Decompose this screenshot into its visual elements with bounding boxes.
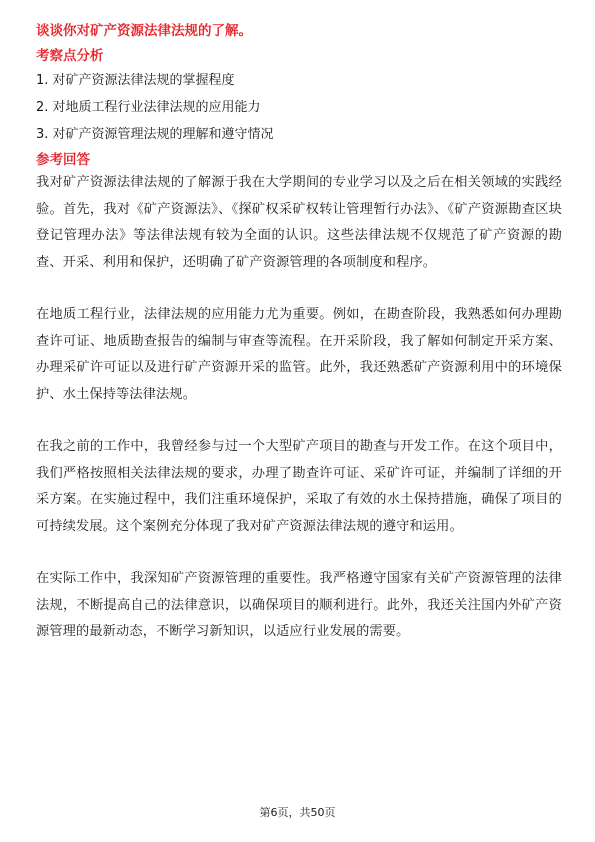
answer-paragraph: 在实际工作中，我深知矿产资源管理的重要性。我严格遵守国家有关矿产资源管理的法律法规，不断提高自己的法律意识，以确保项目的顺利进行。此外，我还关注国内外矿产资源管理的最新动态，不断学习新知识，以适应行业发展的需要。 — [36, 571, 562, 639]
analysis-point: 2. 对地质工程行业法律法规的应用能力 — [36, 100, 261, 115]
answer-paragraph: 在我之前的工作中，我曾经参与过一个大型矿产项目的勘查与开发工作。在这个项目中，我们严格按照相关法律法规的要求，办理了勘查许可证、采矿许可证，并编制了详细的开采方案。在实施过程中，我们注重环境保护，采取了有效的水土保持措施，确保了项目的可持续发展。这个案例充分体现了我对矿产资源法律法规的遵守和运用。 — [36, 439, 562, 534]
answer-title: 参考回答 — [36, 152, 90, 168]
analysis-point: 3. 对矿产资源管理法规的理解和遵守情况 — [36, 127, 274, 142]
analysis-point: 1. 对矿产资源法律法规的掌握程度 — [36, 73, 235, 88]
page-number-footer: 第6页，共50页 — [259, 806, 336, 819]
analysis-title: 考察点分析 — [36, 48, 104, 64]
document-page — [36, 20, 562, 646]
question-heading: 谈谈你对矿产资源法律法规的了解。 — [36, 23, 252, 39]
answer-paragraph: 我对矿产资源法律法规的了解源于我在大学期间的专业学习以及之后在相关领域的实践经验。首先，我对《矿产资源法》、《探矿权采矿权转让管理暂行办法》、《矿产资源勘查区块登记管理办法》等法律法规有较为全面的认识。这些法律法规不仅规范了矿产资源的勘查、开采、利用和保护，还明确了矿产资源管理的各项制度和程序。 — [36, 175, 562, 270]
analysis-points-list — [36, 67, 562, 148]
answer-paragraph: 在地质工程行业，法律法规的应用能力尤为重要。例如，在勘查阶段，我熟悉如何办理勘查许可证、地质勘查报告的编制与审查等流程。在开采阶段，我了解如何制定开采方案、办理采矿许可证以及进行矿产资源开采的监管。此外，我还熟悉矿产资源利用中的环境保护、水土保持等法律法规。 — [36, 307, 562, 402]
